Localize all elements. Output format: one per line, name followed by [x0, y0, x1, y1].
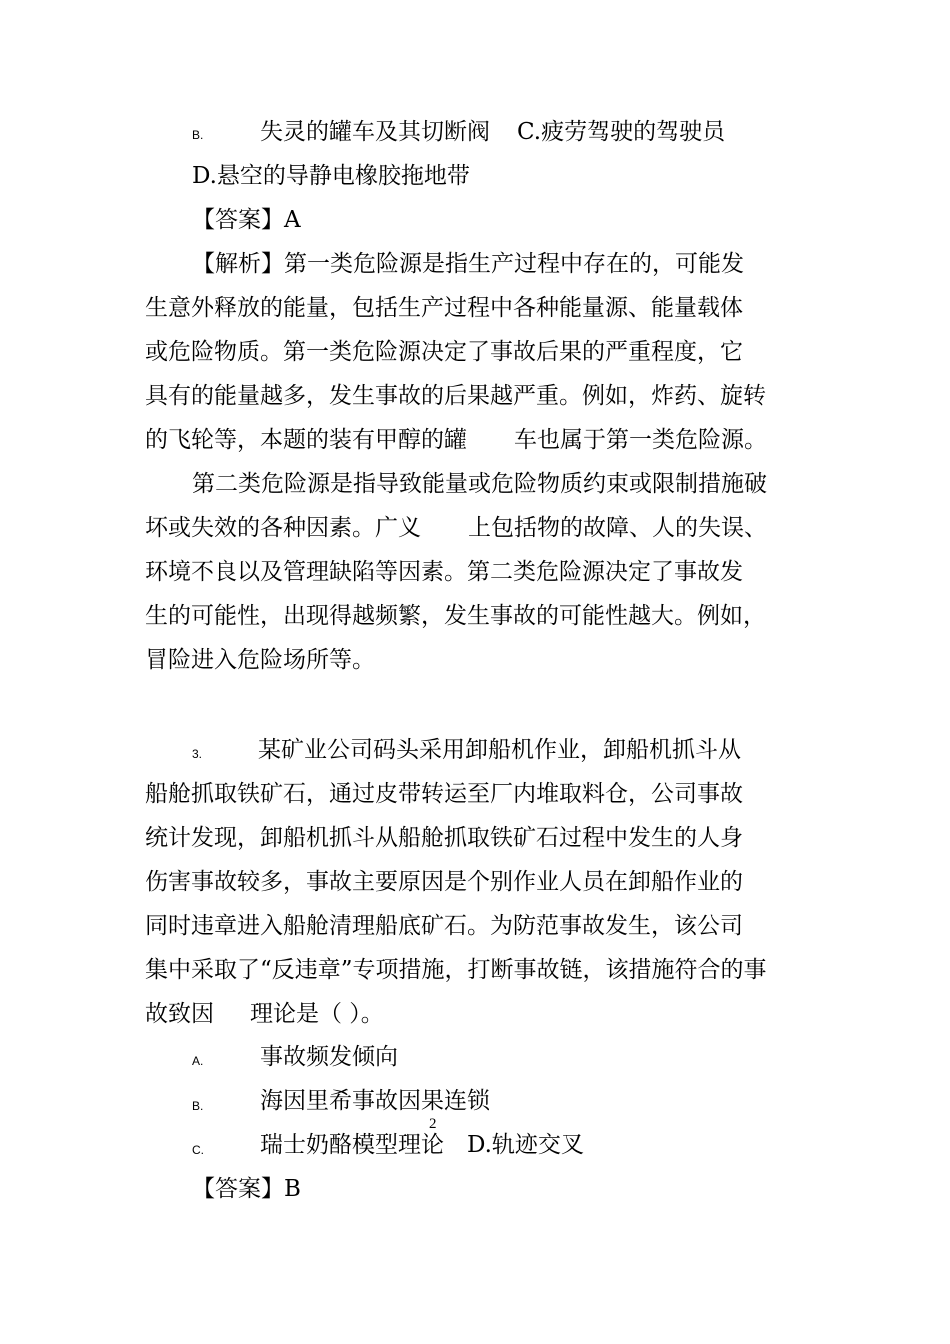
- analysis-line: 的飞轮等，本题的装有甲醇的罐: [145, 427, 467, 453]
- analysis-line: 生的可能性，出现得越频繁，发生事故的可能性越大。例如，: [145, 603, 766, 629]
- analysis-line: 【解析】第一类危险源是指生产过程中存在的，可能发: [192, 251, 744, 277]
- option-c-text: 瑞士奶酪模型理论: [260, 1132, 444, 1158]
- option-b-text: 海因里希事故因果连锁: [260, 1088, 490, 1114]
- analysis-line: 环境不良以及管理缺陷等因素。第二类危险源决定了事故发: [145, 559, 743, 585]
- analysis-line: 生意外释放的能量，包括生产过程中各种能量源、能量载体: [145, 295, 743, 321]
- question-stem-line: 理论是（ ）。: [250, 1001, 384, 1027]
- question-stem-line: 故致因: [145, 1001, 214, 1027]
- option-d-text: D.轨迹交叉: [467, 1132, 584, 1158]
- question-stem-line: 统计发现，卸船机抓斗从船舱抓取铁矿石过程中发生的人身: [145, 825, 743, 851]
- option-c-text: C.疲劳驾驶的驾驶员: [517, 119, 726, 145]
- option-d-text: D.悬空的导静电橡胶拖地带: [192, 163, 470, 189]
- question-stem-line: 集中采取了“反违章”专项措施，打断事故链，该措施符合的事: [145, 957, 767, 983]
- option-b-text: 失灵的罐车及其切断阀: [260, 119, 490, 145]
- question-stem-line: 伤害事故较多，事故主要原因是个别作业人员在卸船作业的: [145, 869, 743, 895]
- analysis-line: 具有的能量越多，发生事故的后果越严重。例如，炸药、旋转: [145, 383, 766, 409]
- analysis-line: 或危险物质。第一类危险源决定了事故后果的严重程度，它: [145, 339, 743, 365]
- option-a-marker: A.: [192, 1054, 204, 1068]
- analysis-line: 第二类危险源是指导致能量或危险物质约束或限制措施破: [192, 471, 767, 497]
- answer-label: 【答案】B: [192, 1176, 301, 1202]
- option-b-marker: B.: [192, 1099, 204, 1113]
- question-stem-line: 同时违章进入船舱清理船底矿石。为防范事故发生，该公司: [145, 913, 743, 939]
- analysis-line: 冒险进入危险场所等。: [145, 647, 375, 673]
- option-c-marker: C.: [192, 1143, 204, 1157]
- analysis-line: 车也属于第一类危险源。: [514, 427, 767, 453]
- page-number: 2: [429, 1116, 437, 1132]
- analysis-line: 坏或失效的各种因素。广义: [145, 515, 421, 541]
- question-stem-line: 某矿业公司码头采用卸船机作业，卸船机抓斗从: [258, 737, 741, 763]
- answer-label: 【答案】A: [192, 207, 301, 233]
- option-a-text: 事故频发倾向: [260, 1044, 398, 1070]
- question-number: 3.: [192, 747, 203, 761]
- question-stem-line: 船舱抓取铁矿石，通过皮带转运至厂内堆取料仓，公司事故: [145, 781, 743, 807]
- analysis-line: 上包括物的故障、人的失误、: [468, 515, 767, 541]
- option-b-marker: B.: [192, 128, 204, 142]
